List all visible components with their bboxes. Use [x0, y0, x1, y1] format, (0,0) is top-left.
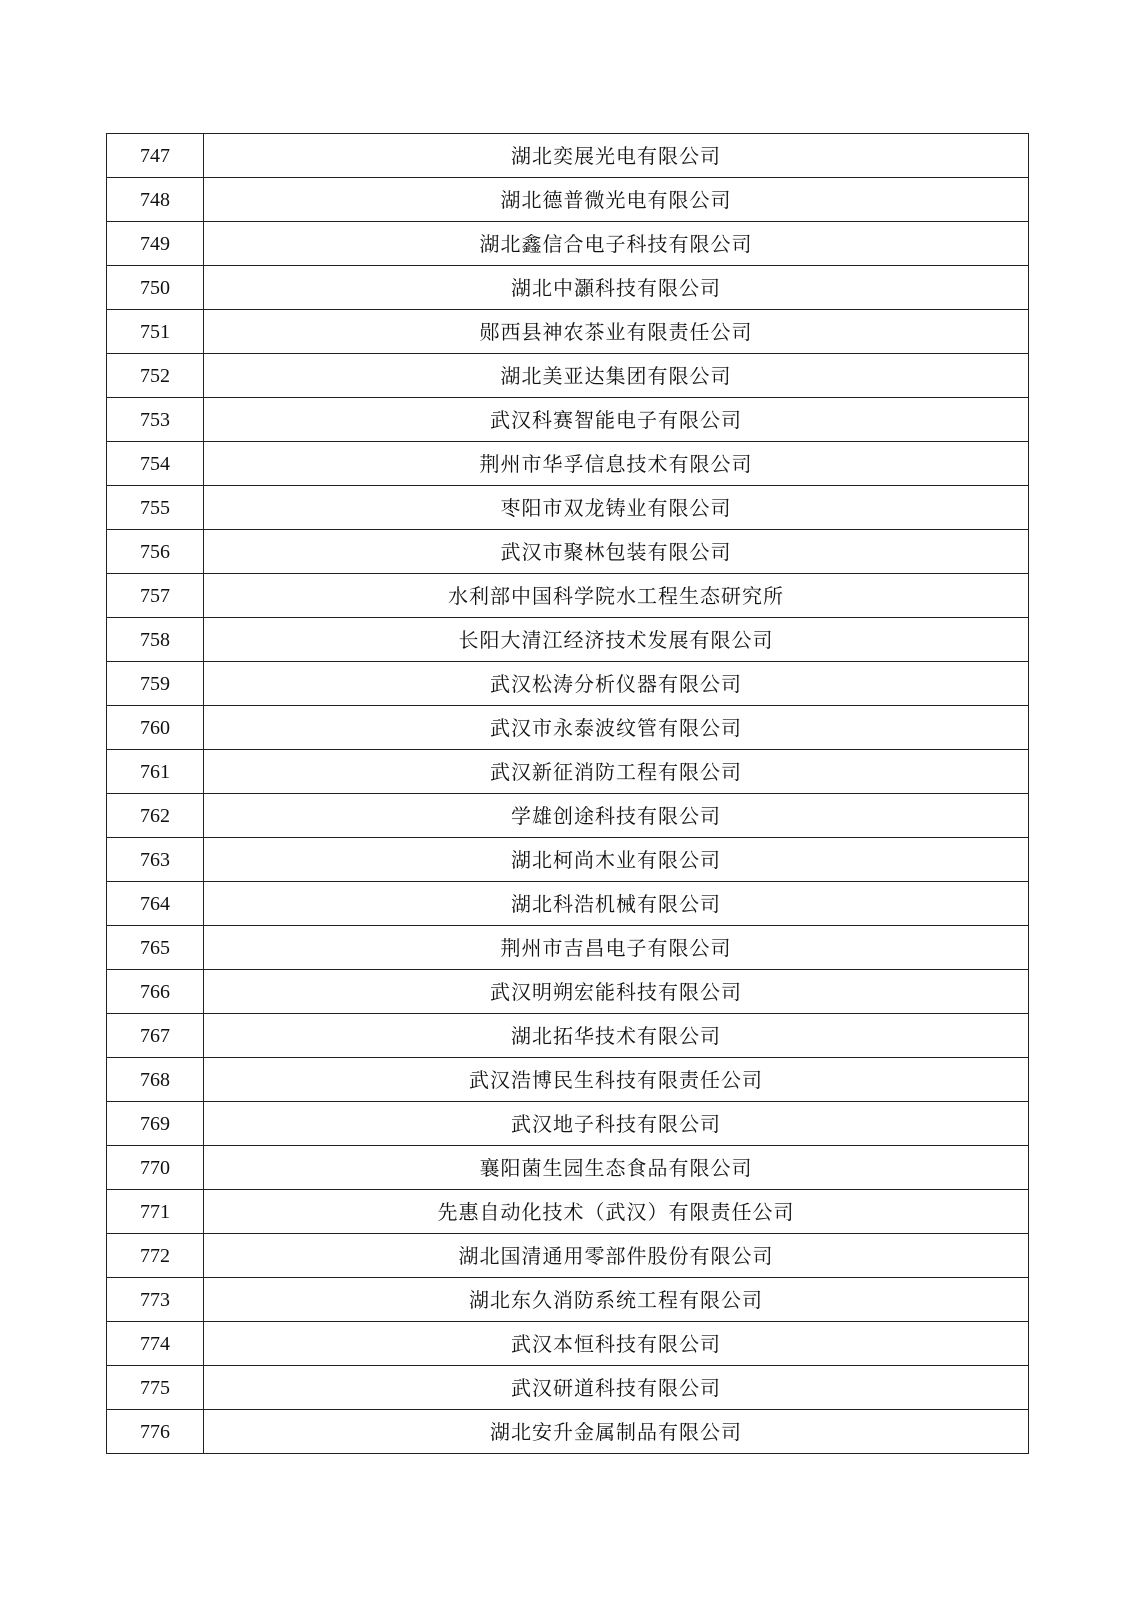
table-row: [107, 354, 1029, 398]
row-number: 747: [107, 134, 204, 178]
table-row: [107, 486, 1029, 530]
table-row: [107, 1278, 1029, 1322]
row-number: 755: [107, 486, 204, 530]
company-name: 武汉新征消防工程有限公司: [204, 750, 1029, 794]
row-number: 771: [107, 1190, 204, 1234]
table-row: [107, 794, 1029, 838]
table-row: [107, 1190, 1029, 1234]
company-name: 学雄创途科技有限公司: [204, 794, 1029, 838]
company-name: 湖北中灝科技有限公司: [204, 266, 1029, 310]
table-row: [107, 838, 1029, 882]
row-number: 768: [107, 1058, 204, 1102]
company-name: 湖北科浩机械有限公司: [204, 882, 1029, 926]
table-row: [107, 266, 1029, 310]
table-body: [107, 134, 1029, 1454]
table-row: [107, 706, 1029, 750]
row-number: 752: [107, 354, 204, 398]
row-number: 753: [107, 398, 204, 442]
table-row: [107, 1146, 1029, 1190]
company-name: 武汉浩博民生科技有限责任公司: [204, 1058, 1029, 1102]
row-number: 775: [107, 1366, 204, 1410]
row-number: 758: [107, 618, 204, 662]
row-number: 760: [107, 706, 204, 750]
table-row: [107, 574, 1029, 618]
table-row: [107, 134, 1029, 178]
company-name: 湖北柯尚木业有限公司: [204, 838, 1029, 882]
company-name: 湖北拓华技术有限公司: [204, 1014, 1029, 1058]
row-number: 776: [107, 1410, 204, 1454]
table-row: [107, 882, 1029, 926]
company-name: 湖北奕展光电有限公司: [204, 134, 1029, 178]
company-name: 郧西县神农茶业有限责任公司: [204, 310, 1029, 354]
table-row: [107, 662, 1029, 706]
company-name: 长阳大清江经济技术发展有限公司: [204, 618, 1029, 662]
table-row: [107, 398, 1029, 442]
row-number: 765: [107, 926, 204, 970]
company-name: 武汉明朔宏能科技有限公司: [204, 970, 1029, 1014]
table-row: [107, 1102, 1029, 1146]
company-name: 武汉市聚林包装有限公司: [204, 530, 1029, 574]
company-name: 先惠自动化技术（武汉）有限责任公司: [204, 1190, 1029, 1234]
row-number: 754: [107, 442, 204, 486]
row-number: 766: [107, 970, 204, 1014]
row-number: 761: [107, 750, 204, 794]
company-name: 湖北美亚达集团有限公司: [204, 354, 1029, 398]
company-name: 武汉本恒科技有限公司: [204, 1322, 1029, 1366]
row-number: 763: [107, 838, 204, 882]
table-row: [107, 1410, 1029, 1454]
row-number: 748: [107, 178, 204, 222]
table-row: [107, 178, 1029, 222]
table-row: [107, 222, 1029, 266]
table-row: [107, 310, 1029, 354]
row-number: 750: [107, 266, 204, 310]
table-row: [107, 530, 1029, 574]
row-number: 770: [107, 1146, 204, 1190]
table-row: [107, 750, 1029, 794]
company-name: 武汉科赛智能电子有限公司: [204, 398, 1029, 442]
company-name: 湖北安升金属制品有限公司: [204, 1410, 1029, 1454]
table-row: [107, 1058, 1029, 1102]
table-row: [107, 1366, 1029, 1410]
company-name: 武汉研道科技有限公司: [204, 1366, 1029, 1410]
row-number: 757: [107, 574, 204, 618]
company-name: 湖北鑫信合电子科技有限公司: [204, 222, 1029, 266]
table-row: [107, 442, 1029, 486]
row-number: 759: [107, 662, 204, 706]
table-row: [107, 1014, 1029, 1058]
row-number: 764: [107, 882, 204, 926]
table-row: [107, 970, 1029, 1014]
row-number: 751: [107, 310, 204, 354]
row-number: 762: [107, 794, 204, 838]
company-name: 水利部中国科学院水工程生态研究所: [204, 574, 1029, 618]
row-number: 774: [107, 1322, 204, 1366]
company-name: 武汉市永泰波纹管有限公司: [204, 706, 1029, 750]
row-number: 749: [107, 222, 204, 266]
company-name: 湖北东久消防系统工程有限公司: [204, 1278, 1029, 1322]
row-number: 769: [107, 1102, 204, 1146]
row-number: 767: [107, 1014, 204, 1058]
table-row: [107, 1322, 1029, 1366]
row-number: 772: [107, 1234, 204, 1278]
company-name: 荆州市吉昌电子有限公司: [204, 926, 1029, 970]
company-name: 枣阳市双龙铸业有限公司: [204, 486, 1029, 530]
table-row: [107, 926, 1029, 970]
company-name: 武汉松涛分析仪器有限公司: [204, 662, 1029, 706]
company-name: 湖北德普微光电有限公司: [204, 178, 1029, 222]
company-name: 湖北国清通用零部件股份有限公司: [204, 1234, 1029, 1278]
company-name: 襄阳菌生园生态食品有限公司: [204, 1146, 1029, 1190]
company-name: 武汉地子科技有限公司: [204, 1102, 1029, 1146]
company-name: 荆州市华孚信息技术有限公司: [204, 442, 1029, 486]
table-row: [107, 618, 1029, 662]
table-row: [107, 1234, 1029, 1278]
company-list-table: [106, 133, 1029, 1454]
row-number: 756: [107, 530, 204, 574]
row-number: 773: [107, 1278, 204, 1322]
